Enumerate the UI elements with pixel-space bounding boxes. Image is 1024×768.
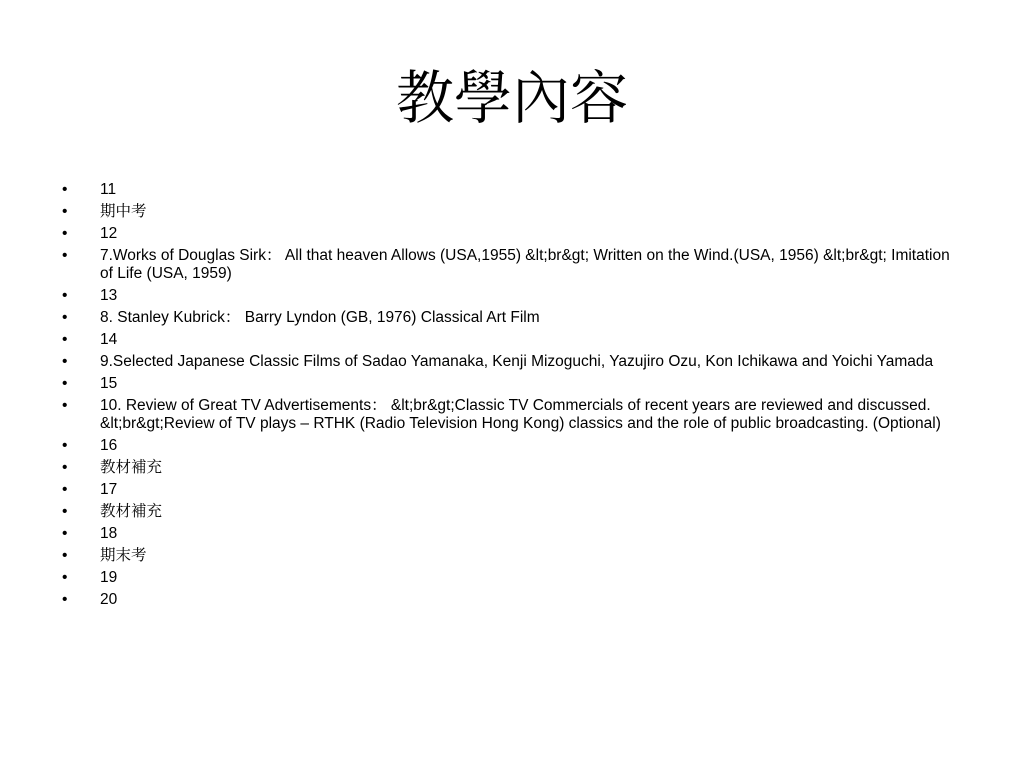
bullet-icon: • (62, 331, 68, 348)
list-item-text: 17 (100, 481, 118, 498)
bullet-icon: • (62, 569, 68, 586)
list-item-text: 8. Stanley Kubrick： Barry Lyndon (GB, 1976) Classical Art Film (100, 309, 540, 326)
list-item-text: 18 (100, 525, 118, 542)
list-item (62, 569, 952, 587)
list-item (62, 331, 952, 349)
list-item-text: 7.Works of Douglas Sirk： All that heaven Allows (USA,1955) &lt;br&gt; Written on the Wind.(USA, 1956) &lt;br&gt; Imitation of Life (USA, 1959) (100, 247, 950, 282)
list-item-text: 教材補充 (100, 459, 163, 476)
bullet-icon: • (62, 181, 68, 198)
list-item (62, 481, 952, 499)
bullet-icon: • (62, 459, 68, 476)
list-item (62, 225, 952, 243)
list-item (62, 591, 952, 609)
bullet-icon: • (62, 225, 68, 242)
list-item (62, 437, 952, 455)
list-item-text: 11 (100, 181, 117, 198)
bullet-icon: • (62, 481, 68, 498)
list-item (62, 503, 952, 521)
list-item (62, 525, 952, 543)
list-item-text: 9.Selected Japanese Classic Films of Sadao Yamanaka, Kenji Mizoguchi, Yazujiro Ozu, Kon Ichikawa and Yoichi Yamada (100, 353, 934, 370)
list-item-text: 15 (100, 375, 118, 392)
bullet-list (62, 181, 952, 613)
list-item-text: 19 (100, 569, 118, 586)
list-item (62, 397, 952, 433)
list-item-text: 12 (100, 225, 118, 242)
list-item (62, 181, 952, 199)
list-item (62, 353, 952, 371)
bullet-icon: • (62, 247, 68, 264)
bullet-icon: • (62, 397, 68, 414)
bullet-icon: • (62, 309, 68, 326)
bullet-icon: • (62, 287, 68, 304)
bullet-icon: • (62, 547, 68, 564)
list-item-text: 16 (100, 437, 118, 454)
bullet-icon: • (62, 525, 68, 542)
list-item (62, 375, 952, 393)
list-item-text: 14 (100, 331, 118, 348)
bullet-icon: • (62, 203, 68, 220)
list-item (62, 203, 952, 221)
list-item-text: 10. Review of Great TV Advertisements： &lt;br&gt;Classic TV Commercials of recent years are reviewed and discussed. &lt;br&gt;Review of TV plays – RTHK (Radio Television Hong Kong) classics and the role of public broadcasting. (Optional) (100, 397, 941, 432)
list-item-text: 期末考 (100, 547, 147, 564)
list-item-text: 期中考 (100, 203, 147, 220)
bullet-icon: • (62, 353, 68, 370)
list-item (62, 547, 952, 565)
list-item (62, 309, 952, 327)
bullet-icon: • (62, 375, 68, 392)
list-item (62, 247, 952, 283)
list-item-text: 教材補充 (100, 503, 163, 520)
list-item (62, 287, 952, 305)
slide-title: 教學內容 (395, 64, 628, 132)
bullet-icon: • (62, 503, 68, 520)
bullet-icon: • (62, 591, 68, 608)
list-item (62, 459, 952, 477)
bullet-icon: • (62, 437, 68, 454)
list-item-text: 13 (100, 287, 118, 304)
list-item-text: 20 (100, 591, 118, 608)
